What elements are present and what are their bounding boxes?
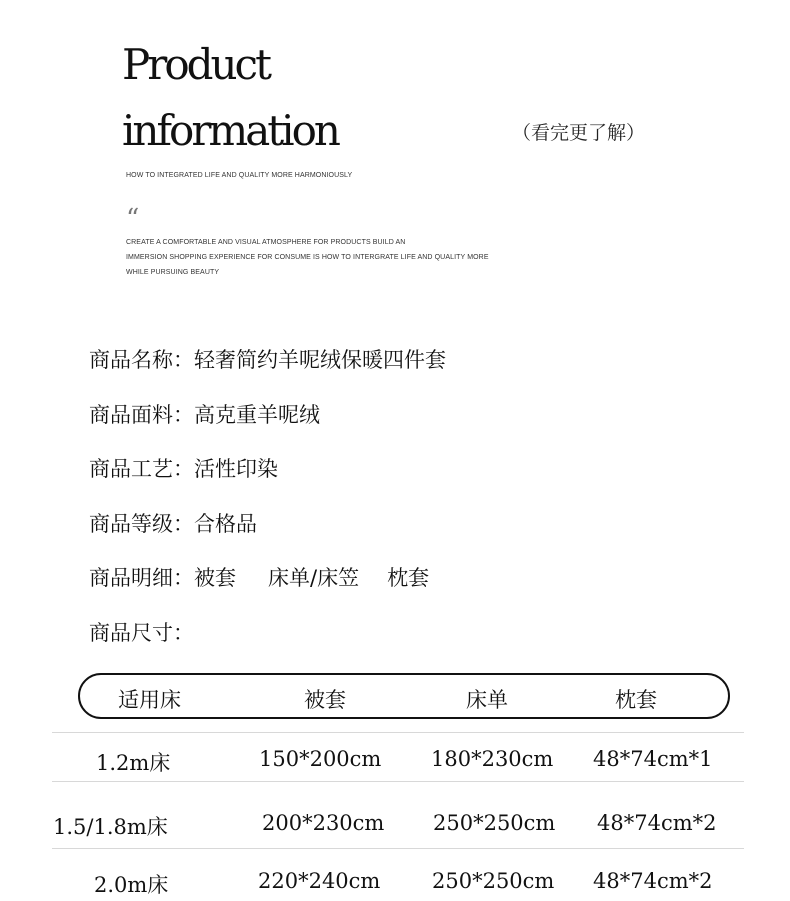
table-cell: 180*230cm — [431, 747, 554, 771]
table-cell: 48*74cm*1 — [593, 747, 713, 771]
table-header-duvet: 被套 — [304, 688, 346, 712]
table-cell: 150*200cm — [259, 747, 382, 771]
side-note: （看完更了解） — [512, 122, 646, 144]
table-cell: 48*74cm*2 — [597, 811, 717, 835]
table-cell: 2.0m床 — [94, 873, 169, 897]
table-header-sheet: 床单 — [466, 688, 508, 712]
table-divider — [52, 848, 744, 849]
title-product: Product — [122, 40, 269, 89]
detail-item-sheet: 床单/床笠 — [268, 566, 360, 590]
table-cell: 48*74cm*2 — [593, 869, 713, 893]
quote-line-3: WHILE PURSUING BEAUTY — [126, 269, 220, 276]
table-cell: 250*250cm — [432, 869, 555, 893]
tagline: HOW TO INTEGRATED LIFE AND QUALITY MORE HARMONIOUSLY — [126, 172, 353, 179]
info-size: 商品尺寸： — [89, 621, 194, 645]
detail-item-pillowcase: 枕套 — [387, 566, 430, 590]
info-detail — [89, 562, 429, 592]
table-cell: 220*240cm — [258, 869, 381, 893]
info-process: 商品工艺：活性印染 — [89, 457, 278, 481]
detail-item-duvet: 被套 — [194, 566, 236, 590]
quote-line-2: IMMERSION SHOPPING EXPERIENCE FOR CONSUME IS HOW TO INTERGRATE LIFE AND QUALITY MORE — [126, 254, 489, 261]
table-cell: 200*230cm — [262, 811, 385, 835]
table-cell: 1.2m床 — [96, 751, 171, 775]
info-name: 商品名称：轻奢简约羊呢绒保暖四件套 — [89, 348, 446, 372]
info-detail-label: 商品明细： — [89, 566, 194, 590]
table-divider — [52, 732, 744, 733]
table-cell: 1.5/1.8m床 — [53, 815, 168, 839]
info-grade: 商品等级：合格品 — [89, 512, 257, 536]
info-fabric: 商品面料：高克重羊呢绒 — [89, 403, 320, 427]
table-header-pillow: 枕套 — [615, 688, 657, 712]
table-header-bed: 适用床 — [118, 688, 181, 712]
quote-mark-icon: “ — [126, 204, 140, 234]
title-information: information — [122, 106, 338, 155]
table-cell: 250*250cm — [433, 811, 556, 835]
quote-line-1: CREATE A COMFORTABLE AND VISUAL ATMOSPHERE FOR PRODUCTS BUILD AN — [126, 239, 406, 246]
table-divider — [52, 781, 744, 782]
